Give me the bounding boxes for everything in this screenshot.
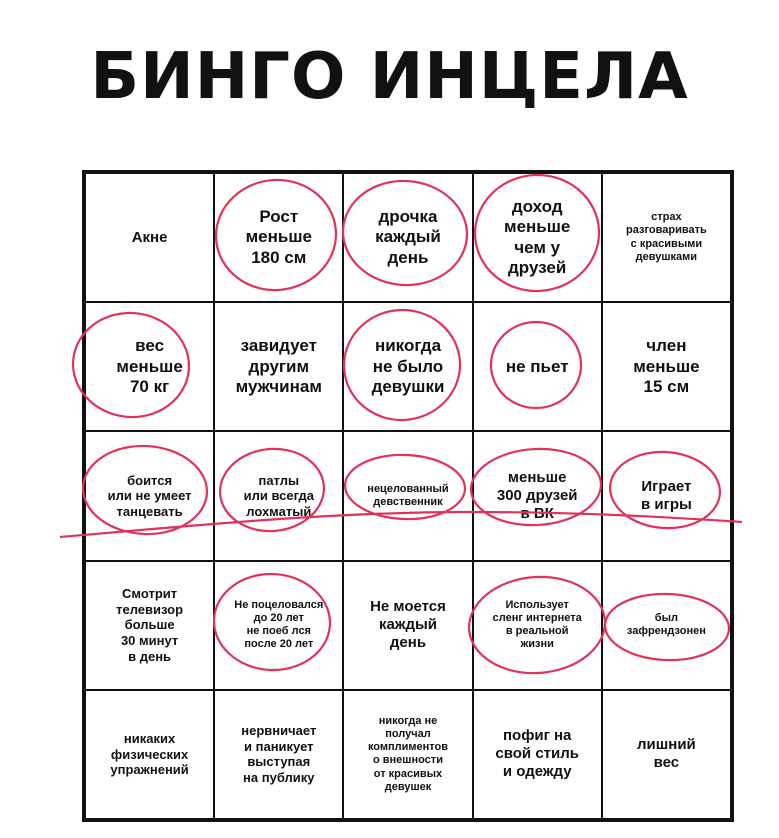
bingo-cell: член меньше 15 см — [602, 302, 731, 431]
bingo-cell: вес меньше 70 кг — [85, 302, 214, 431]
bingo-cell: меньше 300 друзей в ВК — [473, 431, 602, 560]
bingo-cell: дрочка каждый день — [343, 173, 472, 302]
bingo-grid — [82, 170, 734, 822]
bingo-cell: боится или не умеет танцевать — [85, 431, 214, 560]
bingo-cell: Рост меньше 180 см — [214, 173, 343, 302]
bingo-cell: доход меньше чем у друзей — [473, 173, 602, 302]
bingo-cell: нервничает и паникует выступая на публику — [214, 690, 343, 819]
bingo-cell: Не поцеловался до 20 лет не поеб лся после 20 лет — [214, 561, 343, 690]
bingo-cell: был зафрендзонен — [602, 561, 731, 690]
bingo-cell: никогда не получал комплиментов о внешности от красивых девушек — [343, 690, 472, 819]
bingo-cell: никогда не было девушки — [343, 302, 472, 431]
bingo-cell: лишний вес — [602, 690, 731, 819]
bingo-cell: завидует другим мужчинам — [214, 302, 343, 431]
bingo-cell: страх разговаривать с красивыми девушками — [602, 173, 731, 302]
bingo-cell: нецелованный девственник — [343, 431, 472, 560]
bingo-cell: никаких физических упражнений — [85, 690, 214, 819]
page-title: БИНГО ИНЦЕЛА — [90, 40, 689, 114]
bingo-cell: Играет в игры — [602, 431, 731, 560]
bingo-cell: Использует сленг интернета в реальной жизни — [473, 561, 602, 690]
bingo-cell: Акне — [85, 173, 214, 302]
bingo-cell: Не моется каждый день — [343, 561, 472, 690]
bingo-cell: пофиг на свой стиль и одежду — [473, 690, 602, 819]
bingo-cell: не пьет — [473, 302, 602, 431]
bingo-cell: Смотрит телевизор больше 30 минут в день — [85, 561, 214, 690]
bingo-cell: патлы или всегда лохматый — [214, 431, 343, 560]
